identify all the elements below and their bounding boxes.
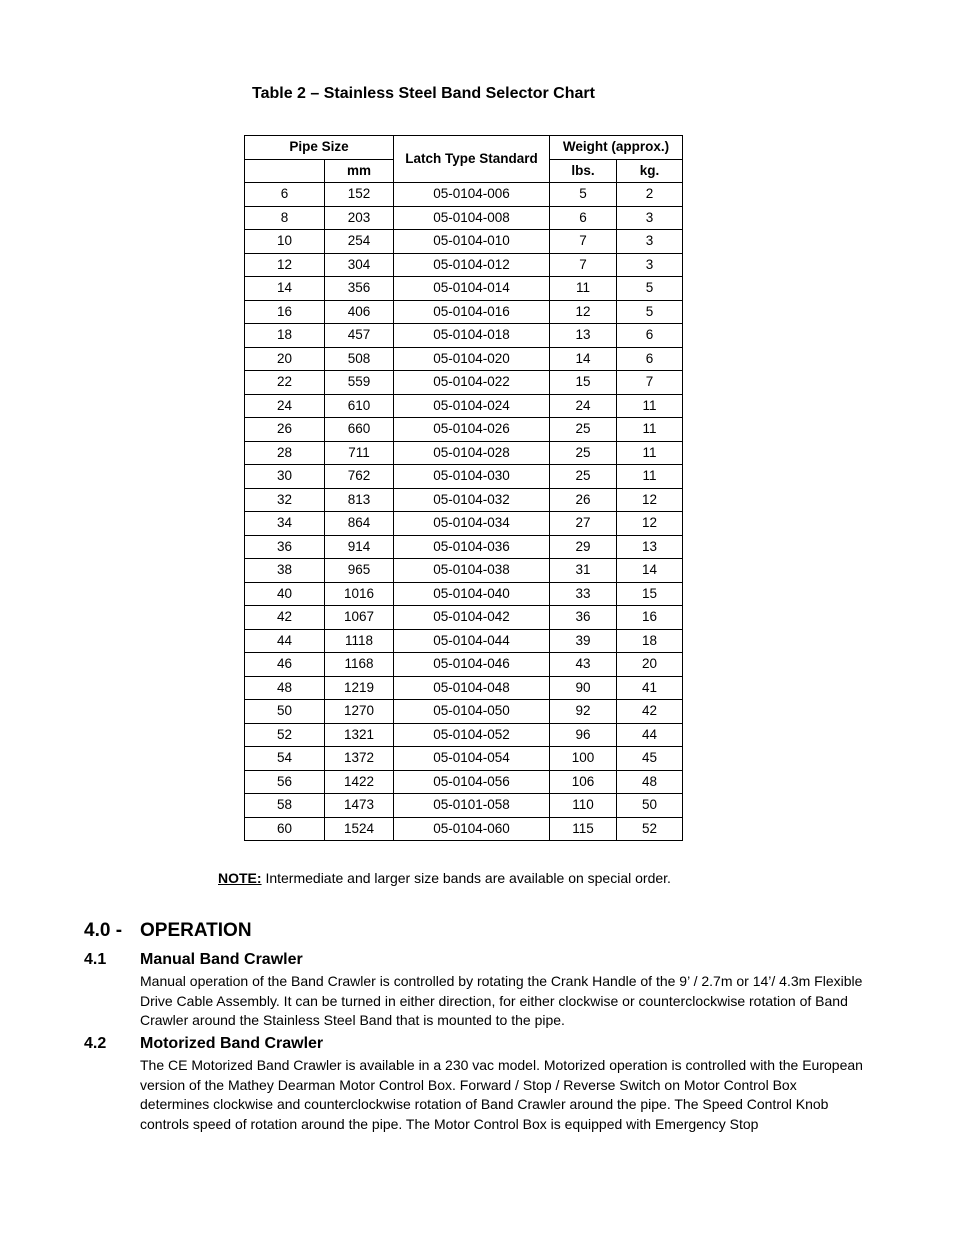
cell-pipe-size-in: 12 [245,253,325,277]
cell-weight-kg: 13 [617,535,683,559]
table-body [245,183,683,841]
cell-pipe-size-mm: 914 [325,535,394,559]
cell-pipe-size-in: 60 [245,817,325,841]
header-kg: kg. [617,159,683,183]
cell-weight-kg: 12 [617,488,683,512]
cell-weight-lbs: 13 [550,324,617,348]
cell-weight-kg: 11 [617,394,683,418]
cell-latch-type: 05-0104-034 [394,512,550,536]
cell-pipe-size-in: 28 [245,441,325,465]
cell-weight-lbs: 92 [550,700,617,724]
table-row [245,300,683,324]
cell-pipe-size-mm: 1524 [325,817,394,841]
cell-latch-type: 05-0104-050 [394,700,550,724]
cell-pipe-size-mm: 1219 [325,676,394,700]
cell-latch-type: 05-0104-052 [394,723,550,747]
table-row [245,723,683,747]
cell-latch-type: 05-0104-054 [394,747,550,771]
cell-latch-type: 05-0104-038 [394,559,550,583]
cell-weight-kg: 3 [617,230,683,254]
cell-latch-type: 05-0104-056 [394,770,550,794]
cell-pipe-size-mm: 559 [325,371,394,395]
cell-weight-kg: 18 [617,629,683,653]
cell-pipe-size-in: 36 [245,535,325,559]
table-row [245,794,683,818]
table-row [245,606,683,630]
cell-weight-lbs: 106 [550,770,617,794]
table-row [245,512,683,536]
cell-weight-kg: 11 [617,465,683,489]
table-header-row [245,136,683,160]
cell-pipe-size-in: 18 [245,324,325,348]
subsection-4-2-title: Motorized Band Crawler [140,1035,324,1052]
cell-pipe-size-mm: 1422 [325,770,394,794]
cell-weight-kg: 48 [617,770,683,794]
cell-pipe-size-mm: 864 [325,512,394,536]
table-row [245,230,683,254]
section-title: OPERATION [140,920,252,941]
cell-weight-lbs: 12 [550,300,617,324]
cell-weight-kg: 42 [617,700,683,724]
table-row [245,700,683,724]
cell-pipe-size-mm: 660 [325,418,394,442]
cell-weight-lbs: 7 [550,230,617,254]
table-row [245,206,683,230]
cell-latch-type: 05-0104-008 [394,206,550,230]
cell-latch-type: 05-0104-024 [394,394,550,418]
cell-weight-lbs: 27 [550,512,617,536]
header-pipe-size: Pipe Size [245,136,394,160]
cell-latch-type: 05-0104-044 [394,629,550,653]
cell-weight-kg: 6 [617,324,683,348]
cell-weight-kg: 15 [617,582,683,606]
cell-weight-kg: 45 [617,747,683,771]
cell-weight-kg: 16 [617,606,683,630]
cell-pipe-size-in: 54 [245,747,325,771]
cell-latch-type: 05-0104-006 [394,183,550,207]
cell-latch-type: 05-0104-040 [394,582,550,606]
cell-pipe-size-in: 14 [245,277,325,301]
cell-weight-kg: 52 [617,817,683,841]
cell-latch-type: 05-0104-016 [394,300,550,324]
header-latch-type: Latch Type Standard [394,136,550,183]
cell-pipe-size-in: 40 [245,582,325,606]
cell-latch-type: 05-0104-032 [394,488,550,512]
cell-weight-kg: 44 [617,723,683,747]
cell-pipe-size-mm: 152 [325,183,394,207]
cell-pipe-size-mm: 1118 [325,629,394,653]
cell-pipe-size-in: 32 [245,488,325,512]
table-row [245,488,683,512]
cell-pipe-size-mm: 1067 [325,606,394,630]
cell-latch-type: 05-0104-012 [394,253,550,277]
cell-latch-type: 05-0104-060 [394,817,550,841]
table-row [245,629,683,653]
cell-weight-lbs: 7 [550,253,617,277]
cell-pipe-size-mm: 762 [325,465,394,489]
cell-weight-kg: 5 [617,277,683,301]
cell-latch-type: 05-0104-046 [394,653,550,677]
cell-pipe-size-in: 8 [245,206,325,230]
cell-weight-lbs: 31 [550,559,617,583]
cell-weight-kg: 5 [617,300,683,324]
table-row [245,347,683,371]
table-row [245,676,683,700]
header-inches-empty [245,159,325,183]
cell-latch-type: 05-0104-026 [394,418,550,442]
table-row [245,418,683,442]
cell-weight-lbs: 24 [550,394,617,418]
cell-weight-kg: 50 [617,794,683,818]
cell-pipe-size-mm: 406 [325,300,394,324]
cell-pipe-size-in: 50 [245,700,325,724]
cell-weight-kg: 2 [617,183,683,207]
cell-pipe-size-mm: 356 [325,277,394,301]
subsection-4-2-body: The CE Motorized Band Crawler is available in a 230 vac model. Motorized operation is controlled with the European version of the Mathey Dearman Motor Control Box. Forward / Stop / Reverse Switch on Motor Control Box determines clockwise and counterclockwise rotation of Band Crawler around the pipe. The Speed Control Knob controls speed of rotation around the pipe. The Motor Control Box is equipped with Emergency Stop [140,1057,863,1132]
cell-latch-type: 05-0104-022 [394,371,550,395]
cell-weight-lbs: 43 [550,653,617,677]
cell-pipe-size-mm: 1270 [325,700,394,724]
cell-weight-kg: 6 [617,347,683,371]
cell-pipe-size-in: 42 [245,606,325,630]
cell-pipe-size-in: 58 [245,794,325,818]
cell-pipe-size-mm: 304 [325,253,394,277]
cell-pipe-size-in: 24 [245,394,325,418]
cell-pipe-size-mm: 1321 [325,723,394,747]
cell-latch-type: 05-0104-010 [394,230,550,254]
cell-latch-type: 05-0104-014 [394,277,550,301]
cell-pipe-size-mm: 254 [325,230,394,254]
note [218,870,671,886]
cell-latch-type: 05-0104-020 [394,347,550,371]
subsection-4-1-body: Manual operation of the Band Crawler is controlled by rotating the Crank Handle of the 9’ / 2.7m or 14’/ 4.3m Flexible Drive Cable Assembly. It can be turned in either direction, for either clockwise or counterclockwise rotation of Band Crawler around the Stainless Steel Band that is mounted to the pipe. [140,973,863,1028]
cell-pipe-size-mm: 711 [325,441,394,465]
cell-weight-lbs: 29 [550,535,617,559]
subsection-4-1-title: Manual Band Crawler [140,951,303,968]
cell-pipe-size-in: 44 [245,629,325,653]
cell-latch-type: 05-0104-036 [394,535,550,559]
cell-pipe-size-mm: 813 [325,488,394,512]
cell-weight-kg: 3 [617,206,683,230]
note-text: Intermediate and larger size bands are available on special order. [261,870,671,886]
cell-weight-kg: 41 [617,676,683,700]
band-selector-table [244,135,683,841]
cell-pipe-size-mm: 1473 [325,794,394,818]
cell-weight-lbs: 11 [550,277,617,301]
cell-pipe-size-mm: 1016 [325,582,394,606]
cell-weight-lbs: 15 [550,371,617,395]
cell-weight-kg: 7 [617,371,683,395]
cell-latch-type: 05-0104-030 [394,465,550,489]
section-number: 4.0 - [84,920,123,941]
table-row [245,582,683,606]
cell-latch-type: 05-0104-048 [394,676,550,700]
cell-pipe-size-in: 22 [245,371,325,395]
table-row [245,535,683,559]
cell-weight-kg: 20 [617,653,683,677]
cell-pipe-size-in: 16 [245,300,325,324]
cell-weight-lbs: 25 [550,441,617,465]
cell-weight-lbs: 115 [550,817,617,841]
table-row [245,371,683,395]
table-row [245,441,683,465]
cell-weight-lbs: 14 [550,347,617,371]
table-row [245,253,683,277]
cell-weight-kg: 11 [617,418,683,442]
cell-weight-lbs: 6 [550,206,617,230]
cell-pipe-size-mm: 610 [325,394,394,418]
cell-weight-lbs: 25 [550,418,617,442]
cell-weight-lbs: 36 [550,606,617,630]
table-row [245,653,683,677]
cell-pipe-size-in: 34 [245,512,325,536]
cell-weight-lbs: 110 [550,794,617,818]
cell-latch-type: 05-0104-042 [394,606,550,630]
cell-latch-type: 05-0104-028 [394,441,550,465]
cell-pipe-size-in: 56 [245,770,325,794]
cell-pipe-size-in: 30 [245,465,325,489]
cell-weight-kg: 12 [617,512,683,536]
cell-latch-type: 05-0104-018 [394,324,550,348]
cell-weight-kg: 3 [617,253,683,277]
cell-weight-lbs: 26 [550,488,617,512]
table-title: Table 2 – Stainless Steel Band Selector Chart [252,85,595,102]
cell-pipe-size-mm: 203 [325,206,394,230]
cell-pipe-size-in: 26 [245,418,325,442]
header-weight: Weight (approx.) [550,136,683,160]
table-row [245,324,683,348]
table-row [245,183,683,207]
cell-pipe-size-in: 48 [245,676,325,700]
cell-pipe-size-mm: 1372 [325,747,394,771]
cell-pipe-size-mm: 457 [325,324,394,348]
header-lbs: lbs. [550,159,617,183]
note-label: NOTE: [218,870,262,886]
cell-weight-lbs: 25 [550,465,617,489]
table-row [245,394,683,418]
table-row [245,559,683,583]
table-row [245,465,683,489]
cell-pipe-size-in: 10 [245,230,325,254]
cell-latch-type: 05-0101-058 [394,794,550,818]
cell-pipe-size-in: 6 [245,183,325,207]
cell-pipe-size-in: 52 [245,723,325,747]
cell-pipe-size-in: 46 [245,653,325,677]
cell-weight-lbs: 96 [550,723,617,747]
cell-pipe-size-mm: 965 [325,559,394,583]
cell-weight-kg: 11 [617,441,683,465]
table-row [245,747,683,771]
cell-pipe-size-mm: 1168 [325,653,394,677]
subsection-4-2-number: 4.2 [84,1035,107,1052]
table-row [245,770,683,794]
table-row [245,277,683,301]
cell-pipe-size-in: 38 [245,559,325,583]
cell-pipe-size-mm: 508 [325,347,394,371]
cell-weight-lbs: 33 [550,582,617,606]
cell-weight-kg: 14 [617,559,683,583]
cell-weight-lbs: 39 [550,629,617,653]
cell-pipe-size-in: 20 [245,347,325,371]
cell-weight-lbs: 90 [550,676,617,700]
header-mm: mm [325,159,394,183]
subsection-4-1-number: 4.1 [84,951,107,968]
table-row [245,817,683,841]
cell-weight-lbs: 100 [550,747,617,771]
cell-weight-lbs: 5 [550,183,617,207]
